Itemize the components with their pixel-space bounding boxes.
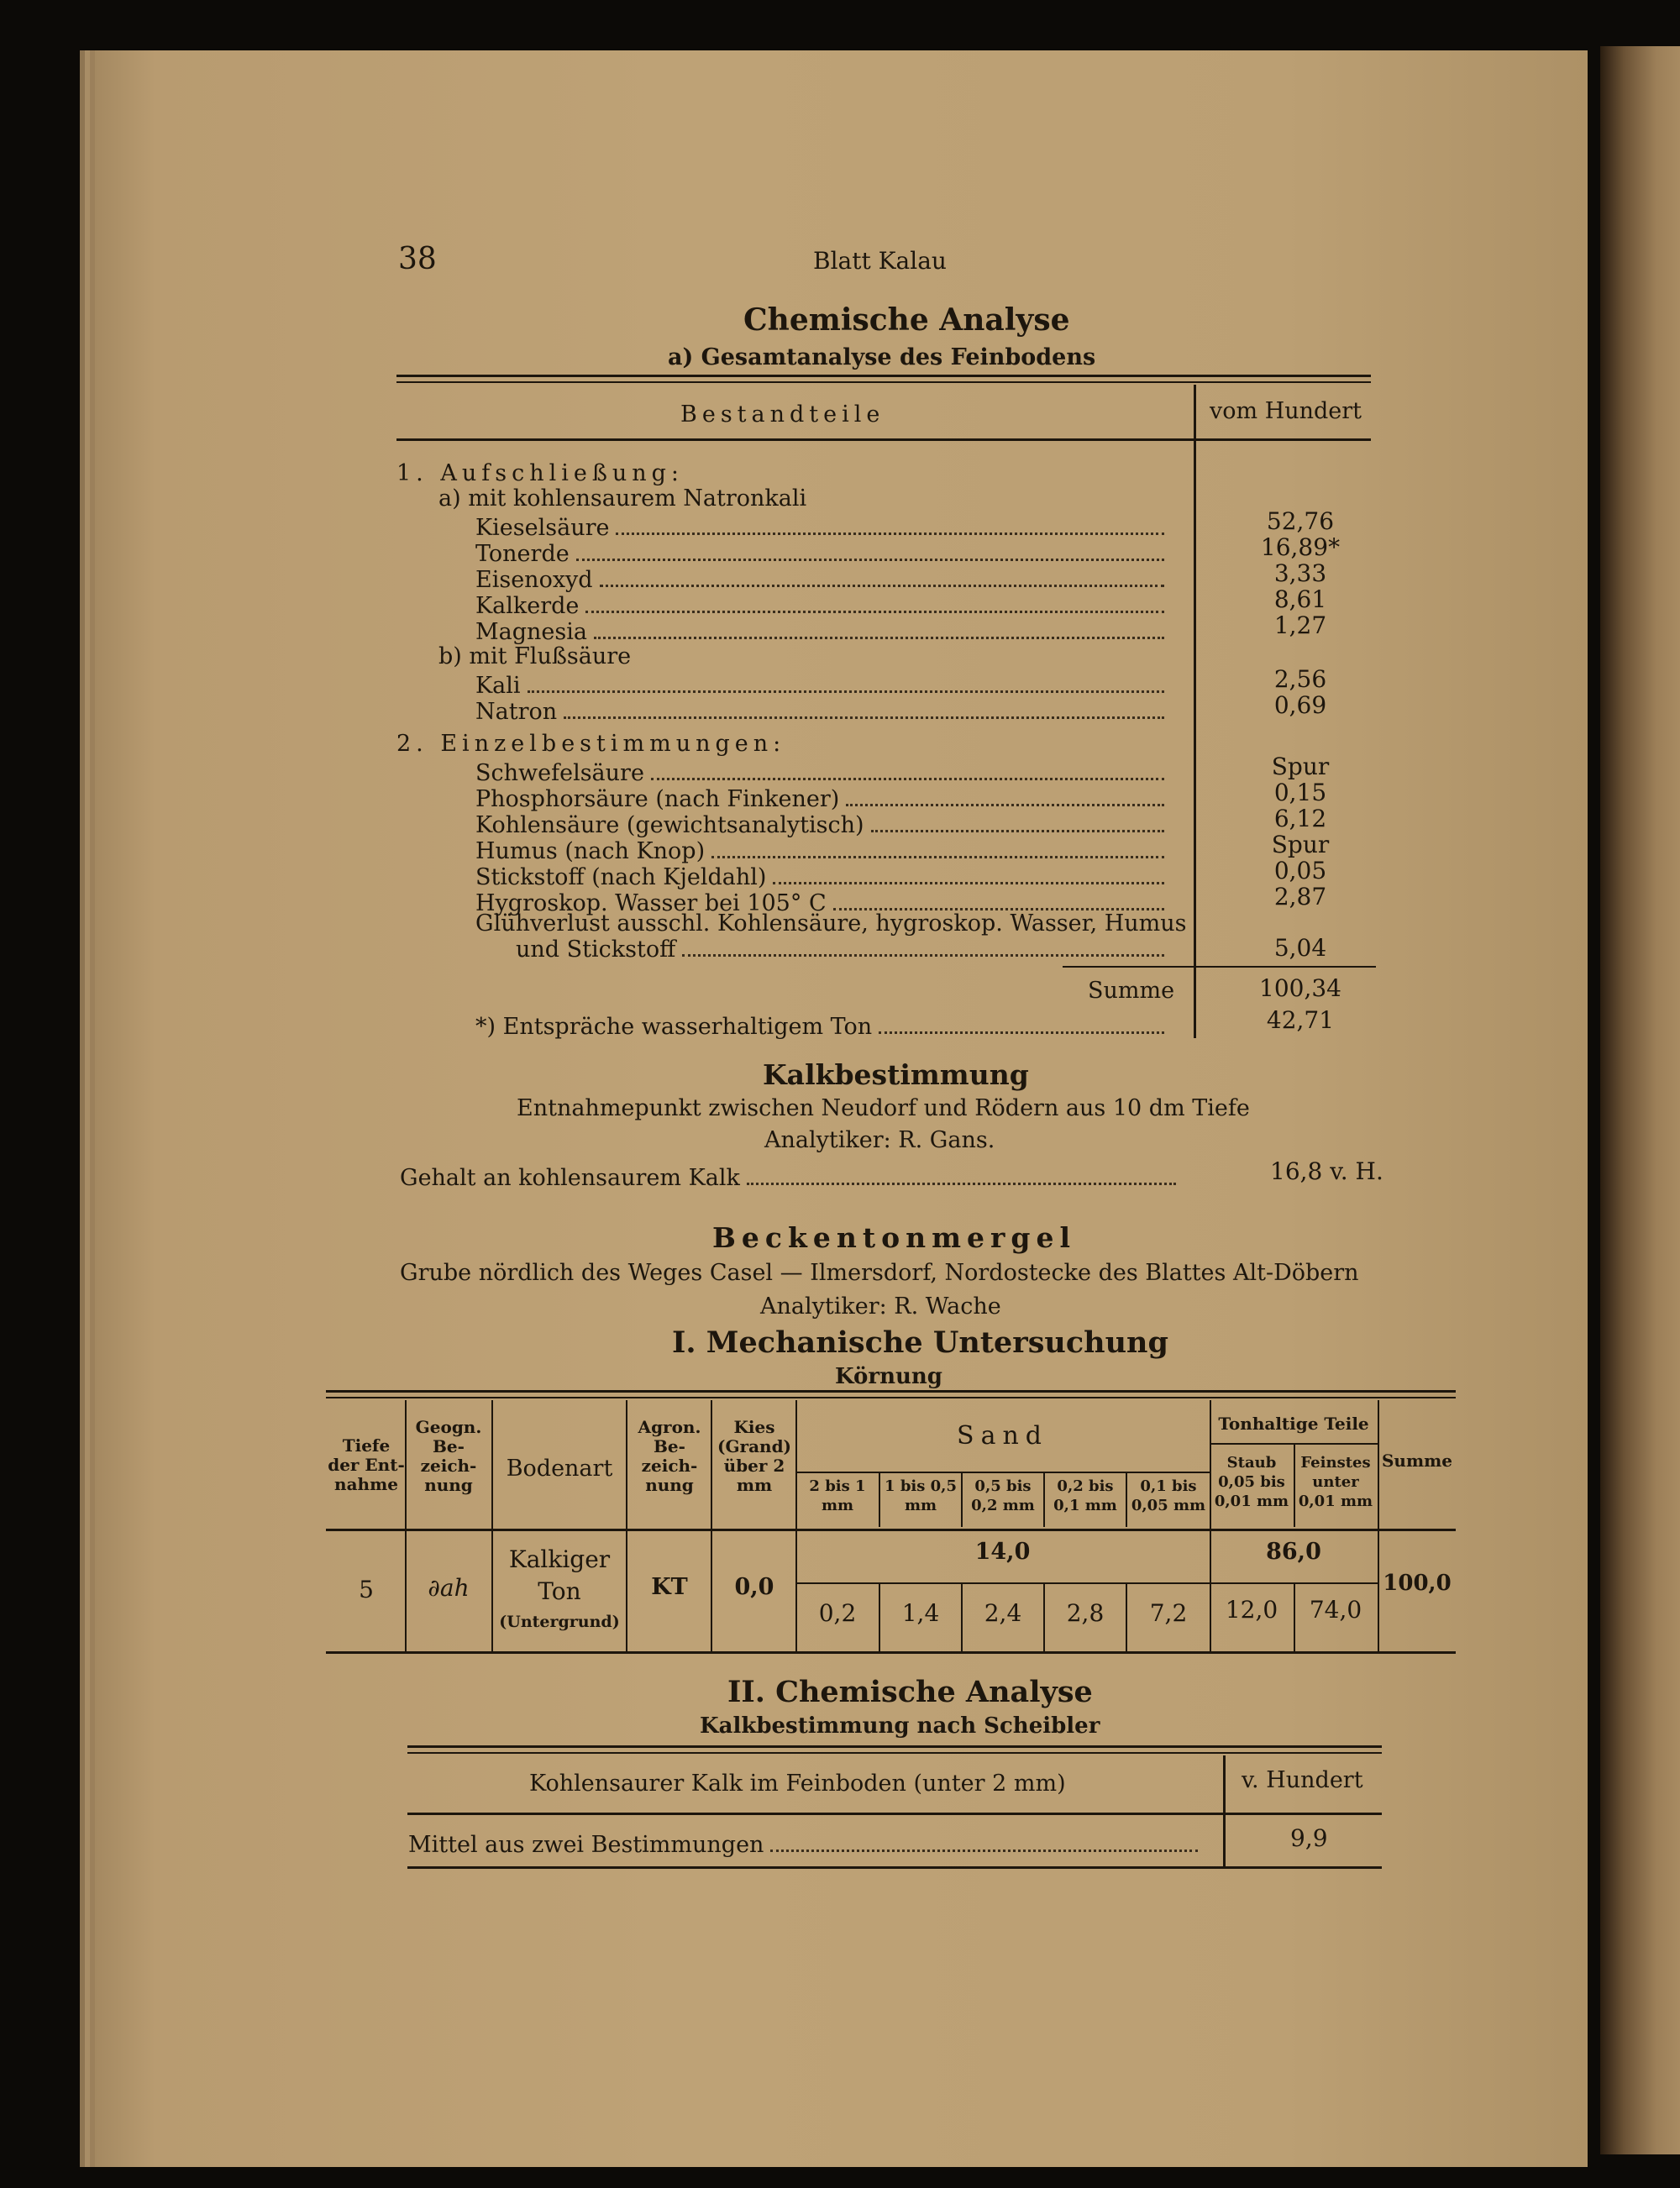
section-2-heading: 2. Einzelbestimmungen: <box>396 731 786 757</box>
chem2-subtitle: Kalkbestimmung nach Scheibler <box>700 1713 1100 1739</box>
analysis-row-value: 52,76 <box>1266 507 1335 535</box>
footnote-row <box>475 1013 1169 1040</box>
sand-value: 1,4 <box>901 1599 940 1627</box>
sand-subcol-header: 0,2 bis 0,1 mm <box>1053 1477 1117 1514</box>
chem2-title: II. Chemische Analyse <box>727 1675 1093 1709</box>
becken-analyst: Analytiker: R. Wache <box>760 1293 1001 1320</box>
analysis-row <box>475 837 1169 864</box>
analysis-subtitle: a) Gesamtanalyse des Feinbodens <box>668 344 1096 370</box>
row-sand-total: 14,0 <box>974 1539 1031 1565</box>
h-geogn: Geogn. Be-zeich-nung <box>415 1417 482 1495</box>
chem2-top-rule <box>407 1745 1382 1748</box>
gluehverlust-label-line2: und Stickstoff <box>516 937 676 963</box>
leader-dots <box>770 1831 1198 1852</box>
becken-location: Grube nördlich des Weges Casel — Ilmersdorf, Nordostecke des Blattes Alt-Döbern <box>400 1260 1359 1286</box>
gluehverlust-value: 5,04 <box>1273 934 1327 962</box>
gluehverlust-label-line1: Glühverlust ausschl. Kohlensäure, hygroskop. Wasser, Humus <box>475 910 1187 937</box>
leader-dots <box>773 863 1164 884</box>
analysis-row-label: Phosphorsäure (nach Finkener) <box>475 786 840 812</box>
row-geogn: ∂ah <box>428 1574 470 1602</box>
analysis-row-label: Humus (nach Knop) <box>475 838 706 864</box>
kalk-title: Kalkbestimmung <box>763 1058 1029 1091</box>
mech-col-line <box>626 1400 627 1651</box>
mech-col-line <box>1378 1400 1379 1651</box>
sand-value: 0,2 <box>818 1599 857 1627</box>
analysis-row-label: Kalkerde <box>475 593 580 619</box>
analysis-row-value: 3,33 <box>1273 559 1327 587</box>
h-agron: Agron. Be-zeich-nung <box>638 1417 701 1495</box>
leader-dots <box>879 1013 1164 1034</box>
sand-subheader-rule <box>795 1472 1210 1473</box>
leader-dots <box>711 837 1164 858</box>
sand-value: 2,4 <box>984 1599 1022 1627</box>
adjacent-page-edge <box>1600 46 1680 2154</box>
analysis-row-value: 0,69 <box>1273 691 1327 719</box>
sand-value: 7,2 <box>1149 1599 1188 1627</box>
sand-subcol-header: 2 bis 1 mm <box>809 1477 866 1514</box>
analysis-row <box>475 514 1169 541</box>
leader-dots <box>585 592 1164 613</box>
h-sand: Sand <box>957 1421 1048 1451</box>
analysis-title: Chemische Analyse <box>743 302 1070 338</box>
leader-dots <box>564 698 1164 719</box>
row-bodenart-3: (Untergrund) <box>499 1613 620 1631</box>
analysis-row-label: Magnesia <box>475 619 587 645</box>
mech-col-line <box>711 1400 712 1651</box>
header-rule <box>396 438 1371 441</box>
row-summe: 100,0 <box>1383 1571 1452 1596</box>
row-tiefe: 5 <box>359 1576 374 1603</box>
mech-header-rule <box>326 1529 1456 1531</box>
column-divider <box>1194 385 1196 1038</box>
ton-value: 12,0 <box>1225 1596 1278 1624</box>
analysis-row-value: 1,27 <box>1273 611 1327 639</box>
gluehverlust-row <box>516 936 1169 963</box>
kalk-location: Entnahmepunkt zwischen Neudorf und Rödern aus 10 dm Tiefe <box>517 1095 1250 1121</box>
h-summe: Summe <box>1381 1451 1453 1471</box>
leader-dots <box>833 889 1164 910</box>
chem2-column-divider <box>1223 1755 1226 1866</box>
chem2-row <box>408 1831 1203 1858</box>
analysis-row-label: Natron <box>475 699 558 725</box>
sand-subcol-header: 0,1 bis 0,05 mm <box>1131 1477 1206 1514</box>
analysis-row-value: 16,89* <box>1260 533 1341 561</box>
ton-subheader-rule <box>1210 1443 1378 1445</box>
analysis-row <box>475 618 1169 645</box>
analysis-row-label: Tonerde <box>475 541 570 567</box>
row-kies: 0,0 <box>734 1574 774 1600</box>
table-top-rule <box>396 375 1371 377</box>
sand-subcol-header: 0,5 bis 0,2 mm <box>971 1477 1035 1514</box>
becken-title: Beckentonmergel <box>712 1221 1076 1254</box>
mech-title: I. Mechanische Untersuchung <box>672 1325 1168 1360</box>
analysis-row-value: 6,12 <box>1273 805 1327 832</box>
kalk-analyst: Analytiker: R. Gans. <box>764 1127 995 1153</box>
chem2-top-rule-2 <box>407 1752 1382 1754</box>
chem2-bottom-rule <box>407 1866 1382 1869</box>
h-kies: Kies (Grand) über 2 mm <box>717 1417 792 1495</box>
chem2-row-value: 9,9 <box>1290 1824 1328 1852</box>
ton-subcol-header: Feinstes unter 0,01 mm <box>1298 1454 1373 1510</box>
summe-value: 100,34 <box>1259 974 1341 1002</box>
kalk-content-label: Gehalt an kohlensaurem Kalk <box>400 1165 740 1191</box>
chem2-header-rule <box>407 1813 1382 1815</box>
leader-dots <box>594 618 1164 639</box>
mech-top-rule <box>326 1390 1456 1393</box>
leader-dots <box>747 1164 1176 1185</box>
analysis-row <box>475 759 1169 786</box>
leader-dots <box>871 811 1164 832</box>
row-bodenart-2: Ton <box>538 1577 581 1605</box>
analysis-row <box>475 540 1169 567</box>
table-top-rule-2 <box>396 381 1371 383</box>
page-number: 38 <box>398 242 437 276</box>
kalk-content-value: 16,8 v. H. <box>1270 1157 1383 1185</box>
sand-total-rule <box>795 1582 1378 1584</box>
analysis-row-value: Spur <box>1271 753 1330 780</box>
analysis-row <box>475 698 1169 725</box>
analysis-row <box>475 592 1169 619</box>
col-header-bestandteile: Bestandteile <box>680 401 885 428</box>
sum-rule <box>1063 966 1376 968</box>
analysis-row-value: 2,56 <box>1273 665 1327 693</box>
analysis-row-label: Schwefelsäure <box>475 760 644 786</box>
analysis-row <box>475 566 1169 593</box>
analysis-row-label: Hygroskop. Wasser bei 105° C <box>475 890 827 916</box>
analysis-row-value: Spur <box>1271 831 1330 858</box>
row-ton-total: 86,0 <box>1266 1539 1321 1565</box>
analysis-row <box>475 785 1169 812</box>
row-agron: KT <box>651 1574 688 1600</box>
chem2-row-label: Mittel aus zwei Bestimmungen <box>408 1832 764 1858</box>
subsection-b-heading: b) mit Flußsäure <box>438 643 632 669</box>
analysis-row-value: 8,61 <box>1273 585 1327 613</box>
kalk-content-row <box>400 1164 1181 1191</box>
mech-subtitle: Körnung <box>835 1364 942 1389</box>
h-ton: Tonhaltige Teile <box>1218 1414 1369 1434</box>
mech-top-rule-2 <box>326 1397 1456 1398</box>
analysis-row-value: 0,15 <box>1273 779 1327 806</box>
analysis-row-label: Kali <box>475 673 521 699</box>
leader-dots <box>682 936 1164 957</box>
sand-value: 2,8 <box>1066 1599 1105 1627</box>
analysis-row <box>475 672 1169 699</box>
summe-label: Summe <box>1088 978 1175 1004</box>
row-bodenart-1: Kalkiger <box>508 1545 611 1573</box>
leader-dots <box>600 566 1164 587</box>
ton-subcol-header: Staub 0,05 bis 0,01 mm <box>1214 1454 1289 1510</box>
leader-dots <box>846 785 1164 806</box>
h-tiefe: Tiefe der Ent-nahme <box>328 1435 405 1494</box>
footnote-value: 42,71 <box>1266 1006 1335 1034</box>
analysis-row <box>475 863 1169 890</box>
analysis-row-label: Kohlensäure (gewichtsanalytisch) <box>475 812 864 838</box>
chem2-col-right: v. Hundert <box>1242 1767 1363 1793</box>
running-title: Blatt Kalau <box>813 247 947 275</box>
ton-value: 74,0 <box>1309 1596 1362 1624</box>
analysis-row-value: 2,87 <box>1273 883 1327 910</box>
analysis-row-label: Stickstoff (nach Kjeldahl) <box>475 864 767 890</box>
analysis-row-label: Eisenoxyd <box>475 567 593 593</box>
leader-dots <box>651 759 1164 780</box>
analysis-row-label: Kieselsäure <box>475 515 610 541</box>
leader-dots <box>528 672 1164 693</box>
chem2-col-left: Kohlensaurer Kalk im Feinboden (unter 2 mm) <box>529 1771 1066 1797</box>
leader-dots <box>576 540 1164 561</box>
h-bodenart: Bodenart <box>506 1456 613 1482</box>
leader-dots <box>616 514 1164 535</box>
mech-bottom-rule <box>326 1651 1456 1654</box>
subsection-a-heading: a) mit kohlensaurem Natronkali <box>438 485 807 512</box>
analysis-row-value: 0,05 <box>1273 857 1327 884</box>
footnote-label: *) Entspräche wasserhaltigem Ton <box>475 1014 873 1040</box>
section-1-heading: 1. Aufschließung: <box>396 460 685 486</box>
sand-subcol-header: 1 bis 0,5 mm <box>885 1477 957 1514</box>
col-header-vom-hundert: vom Hundert <box>1210 398 1362 424</box>
analysis-row <box>475 811 1169 838</box>
